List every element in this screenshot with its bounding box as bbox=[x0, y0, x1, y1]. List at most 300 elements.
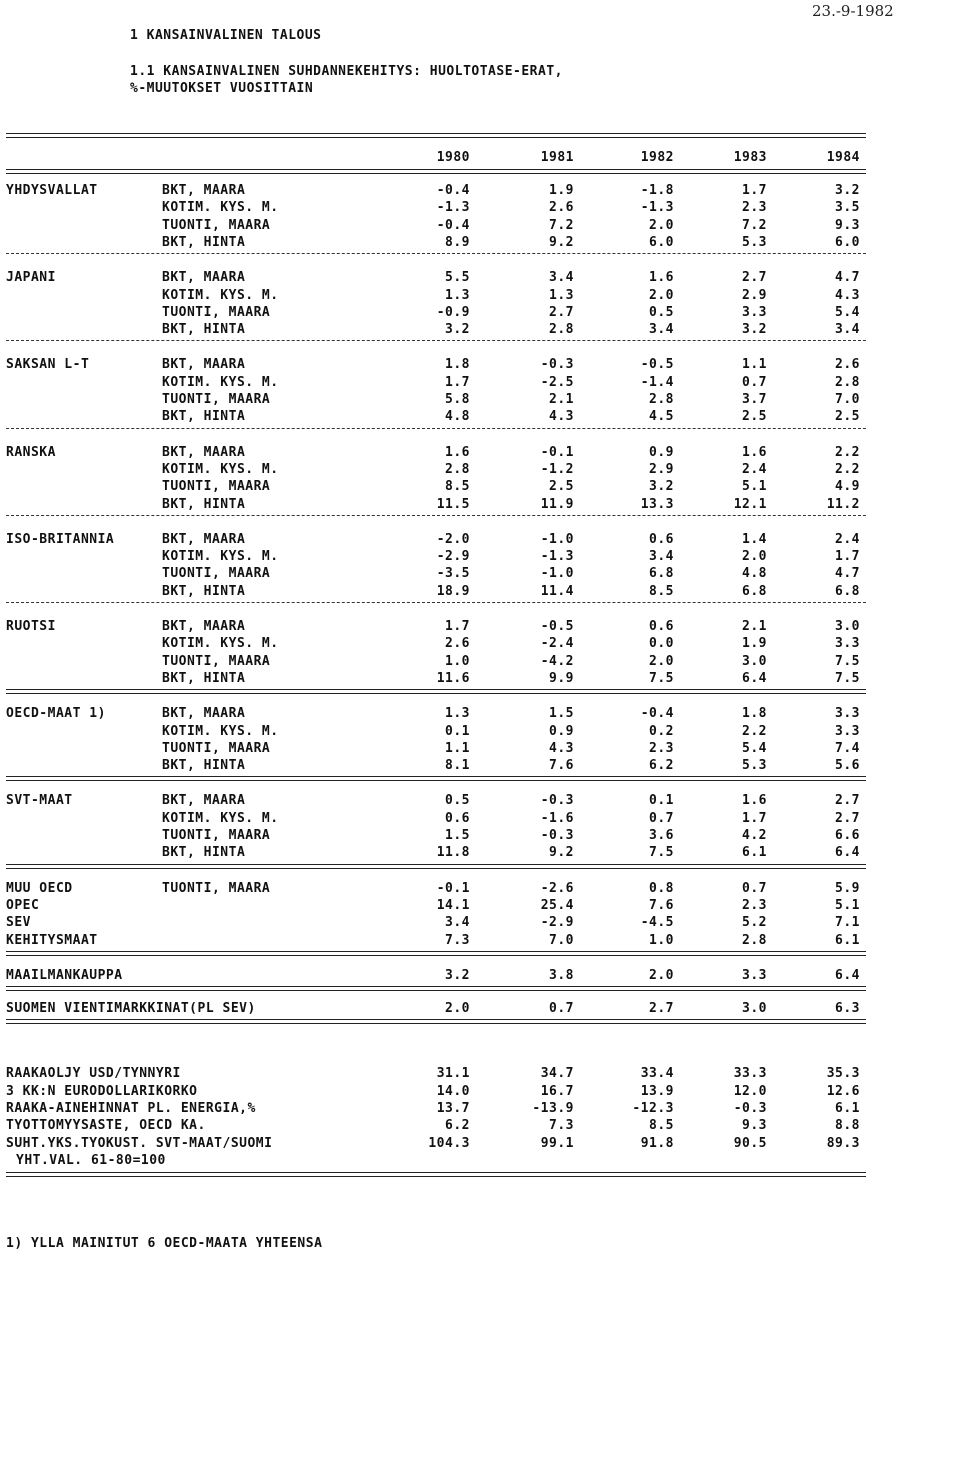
value-cell: 0.7 bbox=[549, 1001, 574, 1017]
row-label: BKT, HINTA bbox=[162, 409, 246, 425]
table-row bbox=[0, 724, 960, 740]
value-cell: 1.7 bbox=[742, 810, 767, 826]
dashed-rule bbox=[6, 253, 866, 254]
table-row bbox=[0, 1084, 960, 1100]
row-country: RAAKAOLJY USD/TYNNYRI bbox=[6, 1066, 181, 1082]
value-cell: 1.9 bbox=[549, 183, 574, 198]
table-row bbox=[0, 392, 960, 408]
value-cell: 13.3 bbox=[640, 496, 674, 512]
value-cell: 2.4 bbox=[835, 531, 860, 547]
value-cell: 3.4 bbox=[549, 270, 574, 286]
value-cell: 3.3 bbox=[742, 967, 767, 983]
row-country: SVT-MAAT bbox=[6, 793, 73, 809]
value-cell: 34.7 bbox=[540, 1066, 574, 1082]
table-row bbox=[0, 305, 960, 321]
value-cell: 12.6 bbox=[826, 1083, 860, 1099]
row-label: TUONTI, MAARA bbox=[162, 479, 271, 495]
row-label: TUONTI, MAARA bbox=[162, 566, 271, 582]
table-row bbox=[0, 532, 960, 548]
value-cell: 13.9 bbox=[640, 1083, 674, 1099]
value-cell: 2.8 bbox=[649, 392, 674, 407]
value-cell: 2.7 bbox=[549, 304, 574, 320]
row-label: TUONTI, MAARA bbox=[162, 217, 271, 233]
row-country: KEHITYSMAAT bbox=[6, 932, 98, 948]
value-cell: 3.3 bbox=[742, 304, 767, 320]
value-cell: -2.0 bbox=[436, 531, 470, 547]
value-cell: 5.9 bbox=[835, 880, 860, 896]
value-cell: 6.2 bbox=[445, 1118, 470, 1134]
row-label: BKT, MAARA bbox=[162, 793, 246, 809]
value-cell: 2.7 bbox=[649, 1001, 674, 1017]
value-cell: -0.4 bbox=[640, 706, 674, 722]
value-cell: 4.3 bbox=[549, 740, 574, 756]
value-cell: 0.6 bbox=[649, 531, 674, 547]
value-cell: 4.3 bbox=[835, 287, 860, 303]
value-cell: 1983 bbox=[733, 150, 767, 165]
value-cell: -4.5 bbox=[640, 915, 674, 931]
row-label: KOTIM. KYS. M. bbox=[162, 287, 279, 303]
value-cell: 14.1 bbox=[436, 897, 470, 913]
value-cell: 8.5 bbox=[649, 1118, 674, 1134]
table-row bbox=[0, 654, 960, 670]
value-cell: -4.2 bbox=[540, 653, 574, 669]
row-label: KOTIM. KYS. M. bbox=[162, 374, 279, 390]
table-row bbox=[0, 1101, 960, 1117]
value-cell: 2.0 bbox=[649, 287, 674, 303]
value-cell: 11.6 bbox=[436, 670, 470, 686]
value-cell: 5.4 bbox=[742, 740, 767, 756]
value-cell: -12.3 bbox=[632, 1101, 674, 1116]
value-cell: 2.5 bbox=[549, 479, 574, 495]
value-cell: -13.9 bbox=[532, 1101, 574, 1116]
double-rule bbox=[6, 951, 866, 956]
value-cell: 11.5 bbox=[436, 496, 470, 512]
row-label: BKT, HINTA bbox=[162, 322, 246, 338]
value-cell: 1.8 bbox=[742, 706, 767, 722]
value-cell: 2.6 bbox=[445, 636, 470, 652]
value-cell: 6.8 bbox=[649, 566, 674, 582]
value-cell: -0.3 bbox=[733, 1101, 767, 1116]
value-cell: 8.5 bbox=[649, 583, 674, 599]
value-cell: 1.6 bbox=[445, 444, 470, 460]
value-cell: 1982 bbox=[640, 150, 674, 165]
table-row bbox=[0, 270, 960, 286]
value-cell: -1.0 bbox=[540, 531, 574, 547]
value-cell: 1.0 bbox=[445, 653, 470, 669]
value-cell: 31.1 bbox=[436, 1066, 470, 1082]
value-cell: 1.8 bbox=[445, 357, 470, 373]
value-cell: 1.7 bbox=[445, 619, 470, 634]
row-label: TUONTI, MAARA bbox=[162, 828, 271, 843]
date-stamp: 23.-9-1982 bbox=[812, 2, 894, 20]
table-row bbox=[0, 845, 960, 861]
value-cell: 0.1 bbox=[649, 793, 674, 809]
value-cell: 2.1 bbox=[549, 392, 574, 407]
dashed-rule bbox=[6, 602, 866, 603]
value-cell: 2.3 bbox=[742, 200, 767, 216]
value-cell: 2.7 bbox=[835, 810, 860, 826]
row-country: OPEC bbox=[6, 897, 40, 913]
value-cell: 3.0 bbox=[835, 619, 860, 634]
row-country: MUU OECD bbox=[6, 880, 73, 896]
value-cell: 91.8 bbox=[640, 1135, 674, 1151]
value-cell: 5.5 bbox=[445, 270, 470, 286]
value-cell: -0.4 bbox=[436, 183, 470, 198]
value-cell: 16.7 bbox=[540, 1083, 574, 1099]
row-country: SUHT.YKS.TYOKUST. SVT-MAAT/SUOMI bbox=[6, 1135, 273, 1151]
value-cell: 104.3 bbox=[428, 1135, 470, 1151]
value-cell: 2.3 bbox=[742, 897, 767, 913]
table-row bbox=[0, 1118, 960, 1134]
value-cell: 0.0 bbox=[649, 636, 674, 652]
value-cell: 12.0 bbox=[733, 1083, 767, 1099]
value-cell: 3.0 bbox=[742, 653, 767, 669]
value-cell: 11.4 bbox=[540, 583, 574, 599]
value-cell: 7.0 bbox=[835, 392, 860, 407]
value-cell: 11.2 bbox=[826, 496, 860, 512]
row-label: BKT, MAARA bbox=[162, 619, 246, 634]
value-cell: 6.8 bbox=[742, 583, 767, 599]
value-cell: 3.2 bbox=[835, 183, 860, 198]
table-row bbox=[0, 549, 960, 565]
table-row bbox=[0, 409, 960, 425]
value-cell: 8.9 bbox=[445, 234, 470, 250]
value-cell: 5.3 bbox=[742, 758, 767, 774]
value-cell: -1.8 bbox=[640, 183, 674, 198]
table-row bbox=[0, 150, 960, 166]
double-rule bbox=[6, 169, 866, 174]
row-label: BKT, MAARA bbox=[162, 531, 246, 547]
value-cell: 2.2 bbox=[742, 723, 767, 739]
table-row bbox=[0, 497, 960, 513]
value-cell: 6.1 bbox=[835, 1101, 860, 1116]
value-cell: 3.5 bbox=[835, 200, 860, 216]
page-heading: 1 KANSAINVALINEN TALOUS bbox=[130, 28, 322, 43]
value-cell: 11.9 bbox=[540, 496, 574, 512]
value-cell: 6.0 bbox=[649, 234, 674, 250]
value-cell: 6.2 bbox=[649, 758, 674, 774]
value-cell: 3.3 bbox=[835, 706, 860, 722]
dashed-rule bbox=[6, 340, 866, 341]
value-cell: 7.6 bbox=[549, 758, 574, 774]
value-cell: -1.6 bbox=[540, 810, 574, 826]
value-cell: -0.5 bbox=[640, 357, 674, 373]
value-cell: 2.6 bbox=[835, 357, 860, 373]
row-label: KOTIM. KYS. M. bbox=[162, 549, 279, 565]
value-cell: 7.0 bbox=[549, 932, 574, 948]
row-country: MAAILMANKAUPPA bbox=[6, 967, 123, 983]
table-row bbox=[0, 183, 960, 199]
value-cell: 2.0 bbox=[649, 217, 674, 233]
value-cell: 4.9 bbox=[835, 479, 860, 495]
value-cell: 7.2 bbox=[742, 217, 767, 233]
value-cell: 9.3 bbox=[835, 217, 860, 233]
value-cell: 1.0 bbox=[649, 932, 674, 948]
value-cell: -1.4 bbox=[640, 374, 674, 390]
value-cell: 2.2 bbox=[835, 444, 860, 460]
value-cell: 2.0 bbox=[742, 549, 767, 565]
value-cell: 7.3 bbox=[445, 932, 470, 948]
row-label: TUONTI, MAARA bbox=[162, 653, 271, 669]
row-country: YHDYSVALLAT bbox=[6, 183, 98, 198]
value-cell: 0.9 bbox=[649, 444, 674, 460]
value-cell: 8.1 bbox=[445, 758, 470, 774]
value-cell: 1.3 bbox=[445, 706, 470, 722]
value-cell: 6.8 bbox=[835, 583, 860, 599]
value-cell: 2.9 bbox=[649, 461, 674, 477]
value-cell: -2.6 bbox=[540, 880, 574, 896]
value-cell: 7.3 bbox=[549, 1118, 574, 1134]
value-cell: 4.7 bbox=[835, 566, 860, 582]
value-cell: 6.1 bbox=[835, 932, 860, 948]
value-cell: 7.4 bbox=[835, 740, 860, 756]
value-cell: -3.5 bbox=[436, 566, 470, 582]
table-row bbox=[0, 566, 960, 582]
value-cell: 33.4 bbox=[640, 1066, 674, 1082]
value-cell: 0.7 bbox=[649, 810, 674, 826]
value-cell: 2.4 bbox=[742, 461, 767, 477]
value-cell: 7.5 bbox=[835, 670, 860, 686]
value-cell: -1.3 bbox=[540, 549, 574, 565]
value-cell: 3.2 bbox=[445, 967, 470, 983]
value-cell: 89.3 bbox=[826, 1135, 860, 1151]
table-row bbox=[0, 1001, 960, 1017]
table-row bbox=[0, 445, 960, 461]
value-cell: 2.3 bbox=[649, 740, 674, 756]
row-label: TUONTI, MAARA bbox=[162, 740, 271, 756]
value-cell: 0.7 bbox=[742, 880, 767, 896]
row-label: BKT, HINTA bbox=[162, 583, 246, 599]
row-label: KOTIM. KYS. M. bbox=[162, 810, 279, 826]
value-cell: 3.4 bbox=[649, 322, 674, 338]
value-cell: -2.4 bbox=[540, 636, 574, 652]
row-country: 3 KK:N EURODOLLARIKORKO bbox=[6, 1083, 198, 1099]
value-cell: -0.3 bbox=[540, 357, 574, 373]
value-cell: 8.5 bbox=[445, 479, 470, 495]
value-cell: 0.6 bbox=[445, 810, 470, 826]
table-row bbox=[0, 584, 960, 600]
value-cell: 3.7 bbox=[742, 392, 767, 407]
value-cell: 25.4 bbox=[540, 897, 574, 913]
value-cell: 9.9 bbox=[549, 670, 574, 686]
value-cell: -0.3 bbox=[540, 793, 574, 809]
value-cell: 12.1 bbox=[733, 496, 767, 512]
value-cell: 2.8 bbox=[549, 322, 574, 338]
value-cell: 5.6 bbox=[835, 758, 860, 774]
table-row bbox=[0, 915, 960, 931]
value-cell: -1.0 bbox=[540, 566, 574, 582]
value-cell: -0.3 bbox=[540, 828, 574, 843]
table-row bbox=[0, 968, 960, 984]
value-cell: 1.1 bbox=[445, 740, 470, 756]
table-row bbox=[0, 933, 960, 949]
table-row bbox=[0, 898, 960, 914]
dashed-rule bbox=[6, 515, 866, 516]
value-cell: 3.4 bbox=[835, 322, 860, 338]
table-row bbox=[0, 793, 960, 809]
dashed-rule bbox=[6, 428, 866, 429]
value-cell: 4.2 bbox=[742, 828, 767, 843]
value-cell: 1.6 bbox=[649, 270, 674, 286]
value-cell: 0.1 bbox=[445, 723, 470, 739]
value-cell: 3.4 bbox=[649, 549, 674, 565]
value-cell: 7.1 bbox=[835, 915, 860, 931]
value-cell: 3.6 bbox=[649, 828, 674, 843]
value-cell: 2.6 bbox=[549, 200, 574, 216]
row-label: TUONTI, MAARA bbox=[162, 392, 271, 407]
value-cell: 4.5 bbox=[649, 409, 674, 425]
value-cell: 1.9 bbox=[742, 636, 767, 652]
table-row bbox=[0, 375, 960, 391]
row-label: BKT, MAARA bbox=[162, 706, 246, 722]
row-label: KOTIM. KYS. M. bbox=[162, 200, 279, 216]
value-cell: 3.0 bbox=[742, 1001, 767, 1017]
double-rule bbox=[6, 133, 866, 138]
value-cell: -0.1 bbox=[540, 444, 574, 460]
value-cell: 0.2 bbox=[649, 723, 674, 739]
table-row bbox=[0, 218, 960, 234]
value-cell: 2.5 bbox=[835, 409, 860, 425]
value-cell: 6.4 bbox=[742, 670, 767, 686]
value-cell: 4.3 bbox=[549, 409, 574, 425]
row-country: RANSKA bbox=[6, 444, 56, 460]
section-title: 1.1 KANSAINVALINEN SUHDANNEKEHITYS: HUOLTOTASE-ERAT, bbox=[130, 64, 563, 79]
value-cell: 5.4 bbox=[835, 304, 860, 320]
table-row bbox=[0, 1066, 960, 1082]
double-rule bbox=[6, 776, 866, 781]
value-cell: 1984 bbox=[826, 150, 860, 165]
row-country: SAKSAN L-T bbox=[6, 357, 90, 373]
table-row bbox=[0, 881, 960, 897]
value-cell: 9.3 bbox=[742, 1118, 767, 1134]
value-cell: 0.9 bbox=[549, 723, 574, 739]
value-cell: 6.4 bbox=[835, 967, 860, 983]
row-label: BKT, HINTA bbox=[162, 234, 246, 250]
row-country: RUOTSI bbox=[6, 619, 56, 634]
value-cell: 2.9 bbox=[742, 287, 767, 303]
row-label: TUONTI, MAARA bbox=[162, 304, 271, 320]
row-country: TYOTTOMYYSASTE, OECD KA. bbox=[6, 1118, 206, 1134]
value-cell: -0.9 bbox=[436, 304, 470, 320]
value-cell: -2.5 bbox=[540, 374, 574, 390]
row-label: BKT, HINTA bbox=[162, 758, 246, 774]
value-cell: 0.7 bbox=[742, 374, 767, 390]
value-cell: -1.3 bbox=[436, 200, 470, 216]
value-cell: 1.7 bbox=[445, 374, 470, 390]
section-subtitle: %-MUUTOKSET VUOSITTAIN bbox=[130, 81, 314, 96]
value-cell: 2.0 bbox=[445, 1001, 470, 1017]
value-cell: 2.8 bbox=[445, 461, 470, 477]
value-cell: 2.5 bbox=[742, 409, 767, 425]
value-cell: 2.7 bbox=[742, 270, 767, 286]
value-cell: 7.5 bbox=[835, 653, 860, 669]
value-cell: 0.6 bbox=[649, 619, 674, 634]
value-cell: 35.3 bbox=[826, 1066, 860, 1082]
value-cell: 1.3 bbox=[549, 287, 574, 303]
value-cell: 2.2 bbox=[835, 461, 860, 477]
double-rule bbox=[6, 986, 866, 991]
table-row bbox=[0, 741, 960, 757]
value-cell: 1.4 bbox=[742, 531, 767, 547]
row-country: RAAKA-AINEHINNAT PL. ENERGIA,% bbox=[6, 1101, 256, 1116]
row-label: BKT, MAARA bbox=[162, 183, 246, 198]
value-cell: 5.1 bbox=[742, 479, 767, 495]
value-cell: -1.3 bbox=[640, 200, 674, 216]
value-cell: 3.2 bbox=[649, 479, 674, 495]
value-cell: 3.2 bbox=[445, 322, 470, 338]
value-cell: 0.8 bbox=[649, 880, 674, 896]
value-cell: 2.8 bbox=[742, 932, 767, 948]
value-cell: 13.7 bbox=[436, 1101, 470, 1116]
value-cell: 1981 bbox=[540, 150, 574, 165]
table-row bbox=[0, 811, 960, 827]
row-country: SEV bbox=[6, 915, 31, 931]
value-cell: 18.9 bbox=[436, 583, 470, 599]
row-country: SUOMEN VIENTIMARKKINAT(PL SEV) bbox=[6, 1001, 256, 1017]
double-rule bbox=[6, 1172, 866, 1177]
value-cell: -0.5 bbox=[540, 619, 574, 634]
row-label: BKT, MAARA bbox=[162, 270, 246, 286]
table-row bbox=[0, 200, 960, 216]
row-label: KOTIM. KYS. M. bbox=[162, 636, 279, 652]
table-row bbox=[0, 1136, 960, 1152]
row-label: TUONTI, MAARA bbox=[162, 880, 271, 896]
value-cell: 7.6 bbox=[649, 897, 674, 913]
table-row bbox=[0, 758, 960, 774]
value-cell: 7.2 bbox=[549, 217, 574, 233]
value-cell: 1.6 bbox=[742, 793, 767, 809]
value-cell: 90.5 bbox=[733, 1135, 767, 1151]
value-cell: 1.1 bbox=[742, 357, 767, 373]
value-cell: 11.8 bbox=[436, 845, 470, 861]
value-cell: 5.1 bbox=[835, 897, 860, 913]
row-label: KOTIM. KYS. M. bbox=[162, 461, 279, 477]
value-cell: 1.6 bbox=[742, 444, 767, 460]
value-cell: 3.2 bbox=[742, 322, 767, 338]
table-row bbox=[0, 479, 960, 495]
table-row bbox=[0, 706, 960, 722]
value-cell: 5.2 bbox=[742, 915, 767, 931]
value-cell: 1.5 bbox=[445, 828, 470, 843]
value-cell: 0.5 bbox=[445, 793, 470, 809]
table-row bbox=[0, 671, 960, 687]
row-label: BKT, HINTA bbox=[162, 496, 246, 512]
value-cell: 4.7 bbox=[835, 270, 860, 286]
value-cell: 6.4 bbox=[835, 845, 860, 861]
table-row bbox=[0, 235, 960, 251]
value-cell: 14.0 bbox=[436, 1083, 470, 1099]
value-cell: 33.3 bbox=[733, 1066, 767, 1082]
value-cell: 6.3 bbox=[835, 1001, 860, 1017]
value-cell: 3.3 bbox=[835, 723, 860, 739]
row-label: BKT, HINTA bbox=[162, 845, 246, 861]
value-cell: 1.3 bbox=[445, 287, 470, 303]
footnote: 1) YLLA MAINITUT 6 OECD-MAATA YHTEENSA bbox=[6, 1236, 323, 1251]
value-cell: 4.8 bbox=[742, 566, 767, 582]
row-country: ISO-BRITANNIA bbox=[6, 531, 115, 547]
table-row bbox=[0, 636, 960, 652]
value-cell: 2.7 bbox=[835, 793, 860, 809]
row-label: BKT, MAARA bbox=[162, 357, 246, 373]
row-label: BKT, MAARA bbox=[162, 444, 246, 460]
row-label: KOTIM. KYS. M. bbox=[162, 723, 279, 739]
value-cell: -1.2 bbox=[540, 461, 574, 477]
double-rule bbox=[6, 1019, 866, 1024]
table-row bbox=[0, 288, 960, 304]
value-cell: 1980 bbox=[436, 150, 470, 165]
value-cell: 9.2 bbox=[549, 234, 574, 250]
value-cell: 5.3 bbox=[742, 234, 767, 250]
